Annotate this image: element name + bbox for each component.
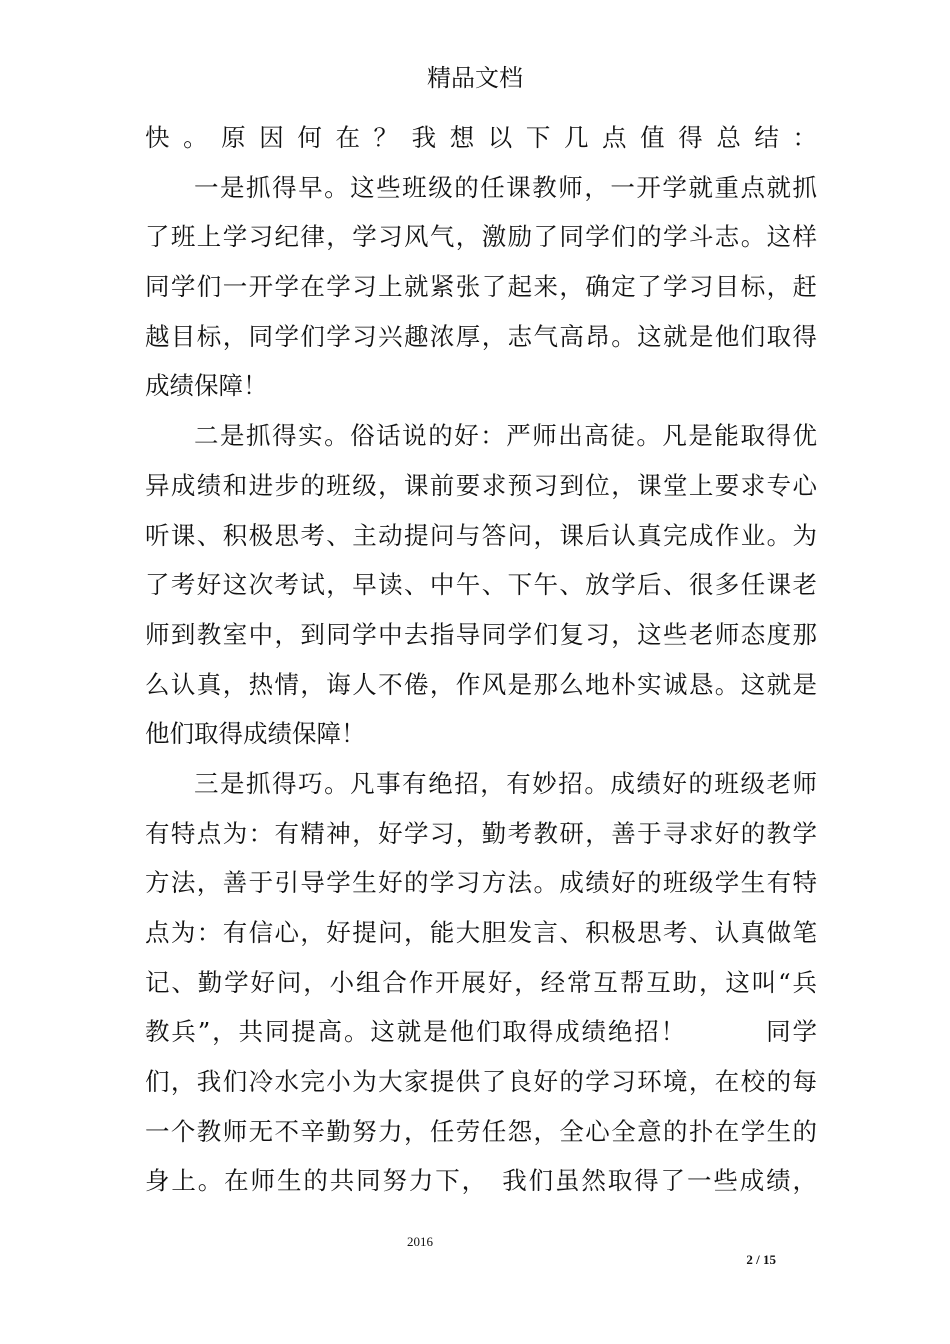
text-line: 么认真，热情，诲人不倦，作风是那么地朴实诚恳。这就是: [145, 669, 817, 699]
text-line: 记、勤学好问，小组合作开展好，经常互帮互助，这叫“兵: [145, 967, 817, 997]
text-line: 三是抓得巧。凡事有绝招，有妙招。成绩好的班级老师: [194, 768, 817, 798]
page-header-title: 精品文档: [427, 64, 523, 92]
text-line: 了班上学习纪律，学习风气，激励了同学们的学斗志。这样: [145, 222, 817, 252]
text-line: 们，我们冷水完小为大家提供了良好的学习环境，在校的每: [145, 1067, 817, 1097]
text-line: 教兵”，共同提高。这就是他们取得成绩绝招！ 同学: [145, 1017, 817, 1047]
text-line: 身上。在师生的共同努力下， 我们虽然取得了一些成绩，: [145, 1166, 817, 1196]
page-number: 2 / 15: [746, 1252, 776, 1267]
text-line: 了考好这次考试，早读、中午、下午、放学后、很多任课老: [145, 570, 817, 600]
text-line: 一是抓得早。这些班级的任课教师，一开学就重点就抓: [194, 172, 817, 202]
text-line: 有特点为：有精神，好学习，勤考教研，善于寻求好的教学: [145, 818, 817, 848]
text-line: 快。原因何在？我想以下几点值得总结：: [145, 123, 817, 152]
text-line: 异成绩和进步的班级，课前要求预习到位，课堂上要求专心: [145, 470, 817, 500]
text-line: 二是抓得实。俗话说的好：严师出高徒。凡是能取得优: [194, 421, 817, 451]
text-line: 听课、积极思考、主动提问与答问，课后认真完成作业。为: [145, 520, 817, 550]
document-body: [145, 113, 817, 1206]
text-line: 点为：有信心，好提问，能大胆发言、积极思考、认真做笔: [145, 918, 817, 947]
text-line: 方法，善于引导学生好的学习方法。成绩好的班级学生有特: [145, 868, 817, 898]
text-line: 越目标，同学们学习兴趣浓厚，志气高昂。这就是他们取得: [145, 321, 817, 351]
text-line: 师到教室中，到同学中去指导同学们复习，这些老师态度那: [145, 619, 817, 649]
text-line: 一个教师无不辛勤努力，任劳任怨，全心全意的扑在学生的: [145, 1116, 817, 1146]
text-line: 同学们一开学在学习上就紧张了起来，确定了学习目标，赶: [145, 272, 817, 302]
text-line: 成绩保障！: [145, 371, 268, 401]
text-line: 他们取得成绩保障！: [145, 719, 366, 749]
footer-year: 2016: [407, 1234, 433, 1249]
